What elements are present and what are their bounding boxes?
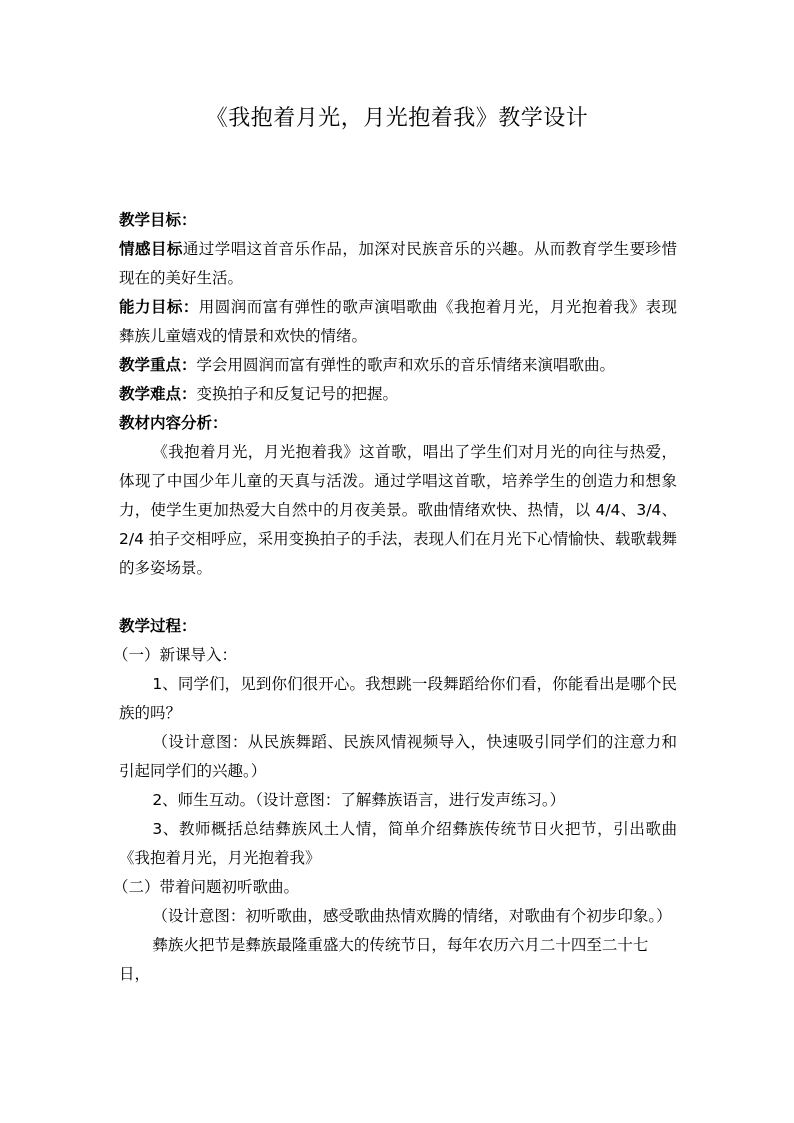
difficulty-label: 教学难点：: [119, 385, 197, 403]
ability-objective-label: 能力目标：: [119, 298, 199, 316]
process-heading: 教学过程：: [119, 617, 197, 635]
emotion-objective-label: 情感目标: [119, 240, 183, 258]
emotion-objective: [119, 235, 677, 293]
analysis-heading: 教材内容分析：: [119, 414, 228, 432]
document-body: [113, 206, 677, 989]
key-point: [119, 351, 677, 380]
process-step-1-intent: （设计意图：从民族舞蹈、民族风情视频导入，快速吸引同学们的注意力和引起同学们的兴趣。）: [119, 733, 677, 780]
festival-paragraph: 彝族火把节是彝族最隆重盛大的传统节日，每年农历六月二十四至二十七日，: [119, 936, 649, 983]
emotion-objective-text: 通过学唱这首音乐作品，加深对民族音乐的兴趣。从而教育学生要珍惜现在的美好生活。: [119, 240, 677, 287]
part2-heading: （二）带着问题初听歌曲。: [113, 878, 300, 896]
part2-intent: （设计意图：初听歌曲，感受歌曲热情欢腾的情绪，对歌曲有个初步印象。）: [152, 907, 672, 925]
part1-heading: （一）新课导入：: [113, 646, 238, 664]
process-step-1: 1、同学们，见到你们很开心。我想跳一段舞蹈给你们看，你能看出是哪个民族的吗？: [119, 675, 677, 722]
ability-objective: [119, 293, 677, 351]
analysis-paragraph: 《我抱着月光，月光抱着我》这首歌，唱出了学生们对月光的向往与热爱，体现了中国少年儿童的天真与活泼。通过学唱这首歌，培养学生的创造力和想象力，使学生更加热爱大自然中的月夜美景。歌曲情绪欢快、热情，以 4/4、3/4、2/4 拍子交相呼应，采用变换拍子的手法，表现人们在月光下心情愉快、载歌载舞的多姿场景。: [119, 443, 677, 577]
process-step-3: 3、教师概括总结彝族风土人情，简单介绍彝族传统节日火把节，引出歌曲《我抱着月光，月光抱着我》: [119, 820, 677, 867]
difficulty: [119, 380, 677, 409]
key-point-text: 学会用圆润而富有弹性的歌声和欢乐的音乐情绪来演唱歌曲。: [196, 356, 616, 374]
process-step-2: 2、师生互动。（设计意图：了解彝族语言，进行发声练习。）: [152, 791, 566, 809]
objectives-heading: 教学目标：: [119, 211, 197, 229]
document-title: 《我抱着月光，月光抱着我》教学设计: [205, 106, 589, 131]
key-point-label: 教学重点：: [119, 356, 197, 374]
ability-objective-text: 用圆润而富有弹性的歌声演唱歌曲《我抱着月光，月光抱着我》表现彝族儿童嬉戏的情景和欢快的情绪。: [119, 298, 677, 345]
difficulty-text: 变换拍子和反复记号的把握。: [196, 385, 399, 403]
